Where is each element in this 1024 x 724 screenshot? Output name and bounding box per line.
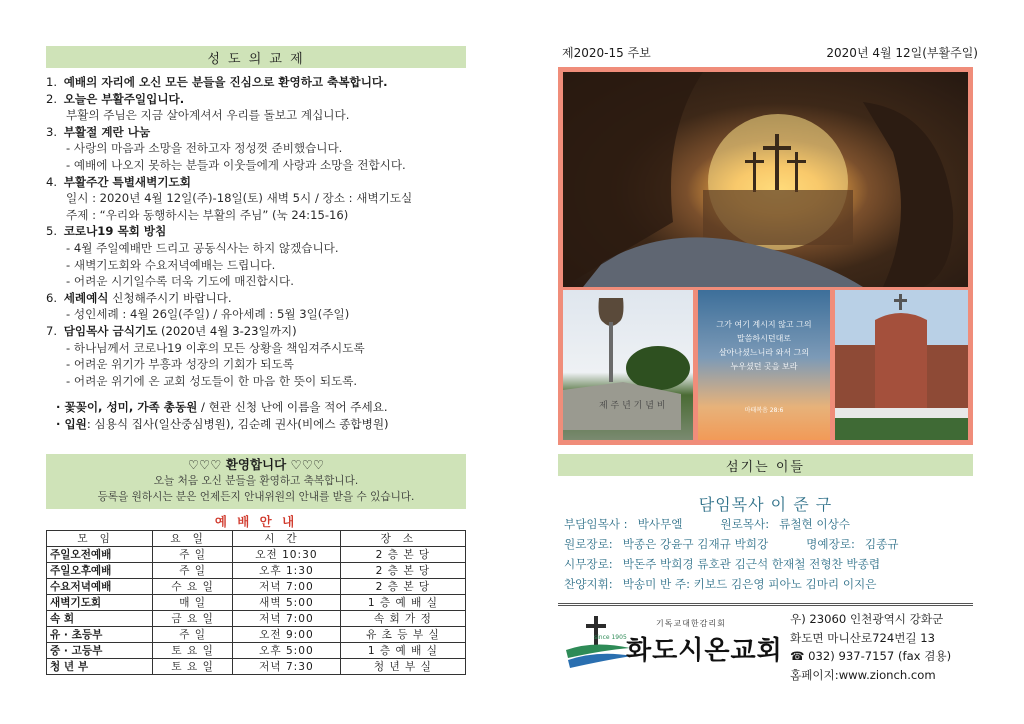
schedule-column-header: 요일 xyxy=(153,531,233,547)
schedule-row xyxy=(47,579,466,595)
schedule-cell: 저녁 7:00 xyxy=(233,611,341,627)
news-item-number: 3. xyxy=(46,124,58,139)
schedule-column-header: 장소 xyxy=(340,531,465,547)
server-role: 시무장로: xyxy=(564,557,613,571)
fellowship-title: 성 도 의 교 제 xyxy=(207,51,305,67)
schedule-cell: 유 초 등 부 실 xyxy=(340,627,465,643)
schedule-cell: 유 · 초등부 xyxy=(47,627,153,643)
schedule-cell: 2 층 본 당 xyxy=(340,547,465,563)
news-item xyxy=(46,91,466,108)
bullet-note-heading: · 꽃꽂이, 성미, 가족 총동원 xyxy=(56,400,198,415)
verse-lines xyxy=(698,290,830,418)
news-item-detail: - 성인세례 : 4월 26일(주일) / 유아세례 : 5월 3일(주일) xyxy=(66,307,350,322)
news-item-detail: - 어려운 위기가 부흥과 성장의 기회가 되도록 xyxy=(66,357,294,372)
verse-line-2: 말씀하시던대로 xyxy=(736,334,792,343)
schedule-cell: 속 회 xyxy=(47,611,153,627)
schedule-column-header: 모임 xyxy=(47,531,153,547)
server-names: 박사무엘 xyxy=(637,517,683,531)
news-item-detail: 부활의 주님은 지금 살아계셔서 우리를 돌보고 계십니다. xyxy=(66,108,350,123)
address-line-1: 우) 23060 인천광역시 강화군 xyxy=(790,612,944,626)
schedule-cell: 토 요 일 xyxy=(153,659,233,675)
news-item-heading: 부활절 계란 나눔 xyxy=(63,124,151,139)
schedule-column-header: 시간 xyxy=(233,531,341,547)
bullet-note xyxy=(46,416,466,433)
schedule-cell: 저녁 7:00 xyxy=(233,579,341,595)
logo-emblem-icon xyxy=(564,614,634,670)
address-line-2: 화도면 마니산로724번길 13 xyxy=(790,630,936,645)
schedule-cell: 청 년 부 xyxy=(47,659,153,675)
server-row xyxy=(564,534,974,554)
schedule-cell: 중 · 고등부 xyxy=(47,643,153,659)
schedule-cell: 1 층 예 배 실 xyxy=(340,595,465,611)
news-item-number: 4. xyxy=(46,174,58,189)
issue-number: 제2020-15 주보 xyxy=(562,46,651,60)
news-item-detail: 일시 : 2020년 4월 12일(주)-18일(토) 새벽 5시 / 장소 : 새벽기도실 xyxy=(66,191,413,206)
server-row xyxy=(564,514,974,534)
schedule-cell: 오전 9:00 xyxy=(233,627,341,643)
news-item-heading: 오늘은 부활주일입니다. xyxy=(63,91,185,106)
church-illustration xyxy=(835,290,968,440)
bell-illustration xyxy=(563,290,693,440)
server-names: 김종규 xyxy=(864,537,899,551)
schedule-cell: 토 요 일 xyxy=(153,643,233,659)
news-item-detail: - 하나님께서 코로나19 이후의 모든 상황을 책임져주시도록 xyxy=(66,340,365,355)
news-item-detail: - 새벽기도회와 수요저녁예배는 드립니다. xyxy=(66,257,276,272)
server-role: 원로장로: xyxy=(564,537,613,551)
bullet-note-text: : 심용식 집사(일산중심병원), 김순례 권사(비에스 종합병원) xyxy=(86,417,389,432)
news-item-rest: 신청해주시기 바랍니다. xyxy=(108,290,232,305)
schedule-cell: 2 층 본 당 xyxy=(340,563,465,579)
verse-reference: 마태복음 28:6 xyxy=(744,407,784,414)
verse-line-3: 살아나셨느니라 와서 그의 xyxy=(718,348,810,357)
fellowship-title-band xyxy=(46,46,466,68)
schedule-cell: 저녁 7:30 xyxy=(233,659,341,675)
welcome-line-1: 오늘 처음 오신 분들을 환영하고 축복합니다. xyxy=(153,475,359,487)
welcome-title: ♡♡♡ 환영합니다 ♡♡♡ xyxy=(187,457,325,472)
schedule-cell: 수 요 일 xyxy=(153,579,233,595)
monument-text: 제 주 년 기 념 비 xyxy=(599,401,666,411)
phone-line: ☎ 032) 937-7157 (fax 겸용) xyxy=(790,649,952,663)
left-page xyxy=(46,46,466,433)
news-list xyxy=(46,74,466,389)
schedule-row xyxy=(47,627,466,643)
schedule-cell: 1 층 예 배 실 xyxy=(340,643,465,659)
news-item xyxy=(46,174,466,191)
news-item-detail: - 사랑의 마음과 소망을 전하고자 정성껏 준비했습니다. xyxy=(66,141,343,156)
server-role: 명예장로: xyxy=(806,537,855,551)
schedule-cell: 청 년 부 실 xyxy=(340,659,465,675)
bullet-notes xyxy=(46,399,466,433)
bulletin-date: 2020년 4월 12일(부활주일) xyxy=(826,46,978,60)
schedule-cell: 주 일 xyxy=(153,627,233,643)
schedule-cell: 오전 10:30 xyxy=(233,547,341,563)
news-item-number: 2. xyxy=(46,91,58,106)
schedule-cell: 새벽기도회 xyxy=(47,595,153,611)
empty-tomb-photo xyxy=(563,72,968,287)
schedule-cell: 속 회 가 정 xyxy=(340,611,465,627)
news-item-number: 5. xyxy=(46,224,58,239)
schedule-cell: 오후 1:30 xyxy=(233,563,341,579)
servers-title: 섬기는 이들 xyxy=(726,459,805,475)
server-names: 박송미 반 주: 키보드 김은영 피아노 김마리 이지은 xyxy=(622,577,877,591)
worship-schedule-table xyxy=(46,530,466,675)
news-item xyxy=(46,74,466,91)
server-row xyxy=(564,574,974,594)
schedule-row xyxy=(47,547,466,563)
schedule-cell: 주일오전예배 xyxy=(47,547,153,563)
news-item-heading: 세례예식 xyxy=(63,290,109,305)
news-item-number: 6. xyxy=(46,290,58,305)
news-item-heading: 코로나19 목회 방침 xyxy=(63,224,167,239)
news-item-heading: 부활주간 특별새벽기도회 xyxy=(63,174,191,189)
logo-since: since 1905 xyxy=(594,634,627,641)
news-item xyxy=(46,290,466,307)
news-item xyxy=(46,223,466,240)
server-role: 부담임목사 : xyxy=(564,517,628,531)
schedule-cell: 금 요 일 xyxy=(153,611,233,627)
servers-title-band xyxy=(558,454,973,476)
senior-pastor: 담임목사 이 준 구 xyxy=(698,495,833,514)
bullet-note xyxy=(46,399,466,416)
news-item-detail: - 예배에 나오지 못하는 분들과 이웃들에게 사랑과 소망을 전합시다. xyxy=(66,157,406,172)
bullet-note-text: / 현관 신청 난에 이름을 적어 주세요. xyxy=(197,400,388,415)
server-names: 박종은 강윤구 김재규 박희강 xyxy=(622,537,769,551)
schedule-row xyxy=(47,643,466,659)
news-item xyxy=(46,323,466,340)
verse-line-4: 누우셨던 곳을 보라 xyxy=(730,362,798,371)
bullet-note-heading: · 입원 xyxy=(56,417,87,432)
homepage-line: 홈페이지:www.zionch.com xyxy=(790,667,936,682)
schedule-cell: 수요저녁예배 xyxy=(47,579,153,595)
church-address xyxy=(790,610,951,684)
schedule-cell: 오후 5:00 xyxy=(233,643,341,659)
tomb-illustration xyxy=(563,72,968,287)
schedule-title: 예 배 안 내 xyxy=(214,514,298,529)
schedule-cell: 2 층 본 당 xyxy=(340,579,465,595)
schedule-body xyxy=(47,547,466,675)
church-building-photo xyxy=(835,290,968,440)
news-item-detail: 주제 : “우리와 동행하시는 부활의 주님” (눅 24:15-16) xyxy=(66,207,349,222)
schedule-cell: 매 일 xyxy=(153,595,233,611)
church-name: 화도시온교회 xyxy=(626,636,783,666)
bell-tower-photo xyxy=(563,290,693,440)
schedule-row xyxy=(47,595,466,611)
welcome-line-2: 등록을 원하시는 분은 언제든지 안내위원의 안내를 받을 수 있습니다. xyxy=(97,491,415,503)
news-item-heading: 예배의 자리에 오신 모든 분들을 진심으로 환영하고 축복합니다. xyxy=(63,75,388,89)
news-item-detail: - 4월 주일예배만 드리고 공동식사는 하지 않겠습니다. xyxy=(66,240,339,255)
server-role: 찬양지휘: xyxy=(564,577,613,591)
photo-collage xyxy=(558,67,973,445)
schedule-header-row xyxy=(47,531,466,547)
scripture-verse-photo xyxy=(698,290,830,440)
news-item-heading: 담임목사 금식기도 xyxy=(63,323,158,338)
schedule-row xyxy=(47,659,466,675)
schedule-cell: 새벽 5:00 xyxy=(233,595,341,611)
schedule-cell: 주일오후예배 xyxy=(47,563,153,579)
schedule-row xyxy=(47,611,466,627)
news-item-rest: (2020년 4월 3-23일까지) xyxy=(157,323,297,338)
logo-org-name: 기독교대한감리회 xyxy=(656,619,726,628)
welcome-box xyxy=(46,454,466,509)
news-item-number: 1. xyxy=(46,75,58,89)
news-item-detail: - 어려운 위기에 온 교회 성도들이 한 마음 한 뜻이 되도록. xyxy=(66,373,358,388)
schedule-cell: 주 일 xyxy=(153,563,233,579)
schedule-cell: 주 일 xyxy=(153,547,233,563)
server-names: 박돈주 박희경 류호관 김근석 한재철 전형찬 박종렵 xyxy=(622,557,881,571)
news-item-number: 7. xyxy=(46,323,58,338)
server-row xyxy=(564,554,974,574)
servers-list xyxy=(564,514,974,594)
server-role: 원로목사: xyxy=(720,517,770,531)
verse-line-1: 그가 여기 계시지 않고 그의 xyxy=(716,320,812,329)
schedule-row xyxy=(47,563,466,579)
news-item-detail: - 어려운 시기일수록 더욱 기도에 매진합시다. xyxy=(66,274,294,289)
divider xyxy=(558,603,973,606)
server-names: 류철현 이상수 xyxy=(779,517,851,531)
news-item xyxy=(46,124,466,141)
